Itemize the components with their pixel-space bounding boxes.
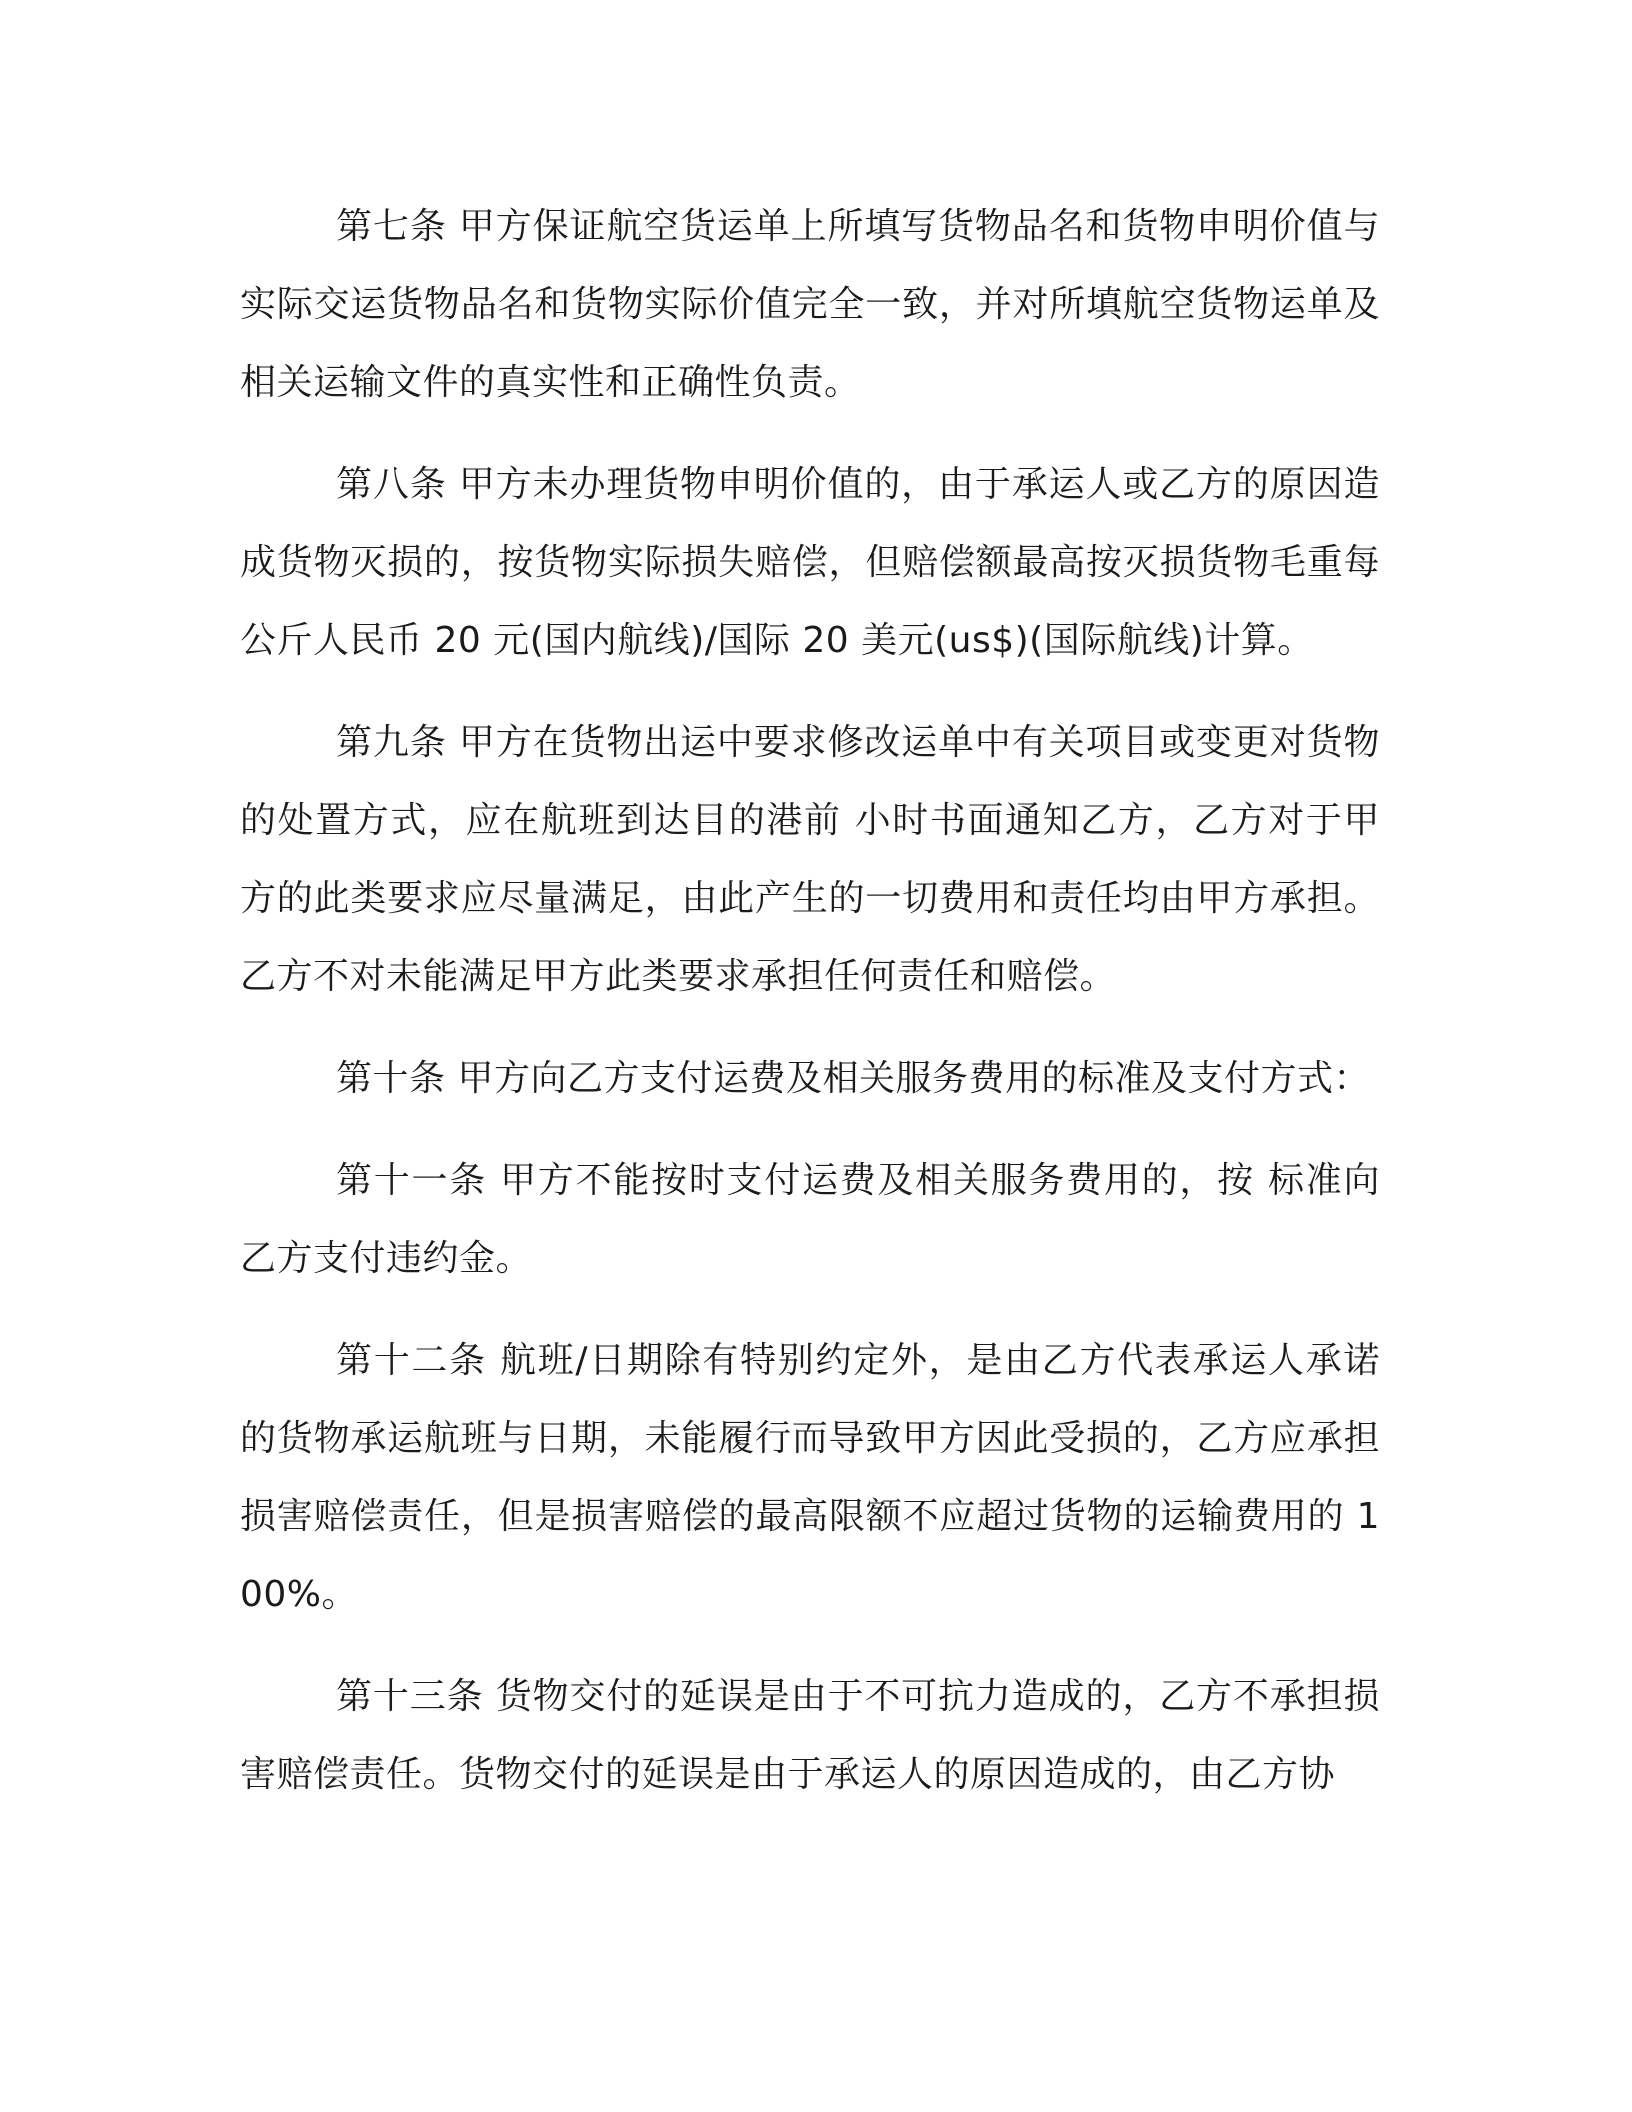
article-text: 航班/日期除有特别约定外，是由乙方代表承运人承诺的货物承运航班与日期，未能履行而导致甲方因此受损的，乙方应承担损害赔偿责任，但是损害赔偿的最高限额不应超过货物的运输费用的 100%。 (240, 1340, 1380, 1615)
article-paragraph-11 (240, 1142, 1380, 1298)
article-number: 第七条 (336, 206, 447, 247)
article-text: 甲方向乙方支付运费及相关服务费用的标准及支付方式： (457, 1058, 1370, 1099)
article-number: 第十一条 (336, 1160, 487, 1201)
article-paragraph-7 (240, 188, 1380, 422)
article-number: 第十三条 (336, 1676, 484, 1717)
article-paragraph-12 (240, 1322, 1380, 1634)
article-paragraph-10 (240, 1040, 1380, 1118)
article-number: 第十二条 (336, 1340, 487, 1381)
document-body (240, 188, 1380, 1838)
article-paragraph-8 (240, 446, 1380, 680)
article-number: 第八条 (336, 464, 447, 505)
article-text: 甲方在货物出运中要求修改运单中有关项目或变更对货物的处置方式，应在航班到达目的港前 小时书面通知乙方，乙方对于甲方的此类要求应尽量满足，由此产生的一切费用和责任均由甲方承担。乙方不对未能满足甲方此类要求承担任何责任和赔偿。 (240, 722, 1380, 997)
article-paragraph-9 (240, 704, 1380, 1016)
article-text: 甲方不能按时支付运费及相关服务费用的，按 标准向乙方支付违约金。 (240, 1160, 1380, 1279)
article-paragraph-13 (240, 1658, 1380, 1814)
article-text: 货物交付的延误是由于不可抗力造成的，乙方不承担损害赔偿责任。货物交付的延误是由于承运人的原因造成的，由乙方协 (240, 1676, 1380, 1795)
article-text: 甲方保证航空货运单上所填写货物品名和货物申明价值与实际交运货物品名和货物实际价值完全一致，并对所填航空货物运单及相关运输文件的真实性和正确性负责。 (240, 206, 1380, 403)
article-number: 第九条 (336, 722, 447, 763)
article-number: 第十条 (336, 1058, 446, 1099)
article-text: 甲方未办理货物申明价值的，由于承运人或乙方的原因造成货物灭损的，按货物实际损失赔偿，但赔偿额最高按灭损货物毛重每公斤人民币 20 元(国内航线)/国际 20 美元(us$)(国际航线)计算。 (240, 464, 1380, 661)
